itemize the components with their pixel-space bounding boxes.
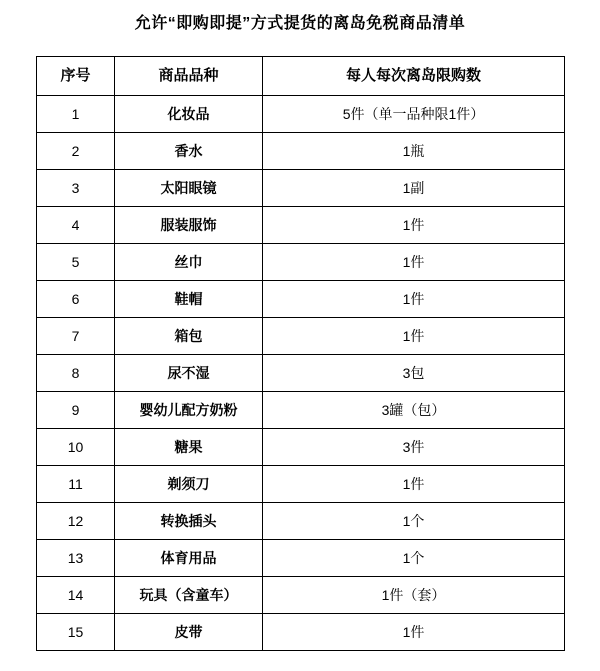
cell-name: 糖果 [115,429,263,466]
table-row [37,133,565,170]
table-row [37,392,565,429]
table-row [37,429,565,466]
table-header [37,57,565,96]
cell-index: 7 [37,318,115,355]
cell-name: 转换插头 [115,503,263,540]
cell-name: 太阳眼镜 [115,170,263,207]
cell-index: 11 [37,466,115,503]
table-row [37,466,565,503]
table-row [37,96,565,133]
cell-index: 1 [37,96,115,133]
cell-index: 9 [37,392,115,429]
cell-limit: 1副 [263,170,565,207]
table-row [37,503,565,540]
table-row [37,614,565,651]
cell-name: 鞋帽 [115,281,263,318]
page-title: 允许“即购即提”方式提货的离岛免税商品清单 [134,15,466,32]
cell-limit: 1件 [263,281,565,318]
cell-limit: 1件（套） [263,577,565,614]
table-body [37,96,565,651]
cell-limit: 1件 [263,244,565,281]
cell-limit: 1件 [263,466,565,503]
cell-name: 尿不湿 [115,355,263,392]
cell-name: 皮带 [115,614,263,651]
cell-limit: 1个 [263,540,565,577]
table-row [37,540,565,577]
cell-limit: 3件 [263,429,565,466]
cell-index: 4 [37,207,115,244]
table-header-row [37,57,565,96]
cell-index: 15 [37,614,115,651]
cell-index: 13 [37,540,115,577]
cell-limit: 3包 [263,355,565,392]
cell-limit: 1件 [263,614,565,651]
table-row [37,170,565,207]
cell-limit: 1瓶 [263,133,565,170]
table-row [37,244,565,281]
table-row [37,207,565,244]
cell-name: 体育用品 [115,540,263,577]
cell-name: 剃须刀 [115,466,263,503]
column-header-name: 商品品种 [115,57,263,96]
cell-index: 12 [37,503,115,540]
cell-name: 丝巾 [115,244,263,281]
table-row [37,355,565,392]
cell-index: 8 [37,355,115,392]
table-row [37,281,565,318]
column-header-index: 序号 [37,57,115,96]
table-row [37,318,565,355]
cell-index: 5 [37,244,115,281]
cell-index: 2 [37,133,115,170]
cell-name: 玩具（含童车） [115,577,263,614]
cell-name: 服装服饰 [115,207,263,244]
cell-index: 10 [37,429,115,466]
column-header-limit: 每人每次离岛限购数 [263,57,565,96]
cell-name: 香水 [115,133,263,170]
table-container [0,56,600,651]
cell-limit: 1件 [263,318,565,355]
cell-name: 箱包 [115,318,263,355]
table-row [37,577,565,614]
cell-limit: 5件（单一品种限1件） [263,96,565,133]
cell-limit: 1个 [263,503,565,540]
cell-index: 6 [37,281,115,318]
cell-name: 化妆品 [115,96,263,133]
cell-limit: 1件 [263,207,565,244]
cell-limit: 3罐（包） [263,392,565,429]
duty-free-goods-table [36,56,565,651]
cell-name: 婴幼儿配方奶粉 [115,392,263,429]
cell-index: 14 [37,577,115,614]
cell-index: 3 [37,170,115,207]
